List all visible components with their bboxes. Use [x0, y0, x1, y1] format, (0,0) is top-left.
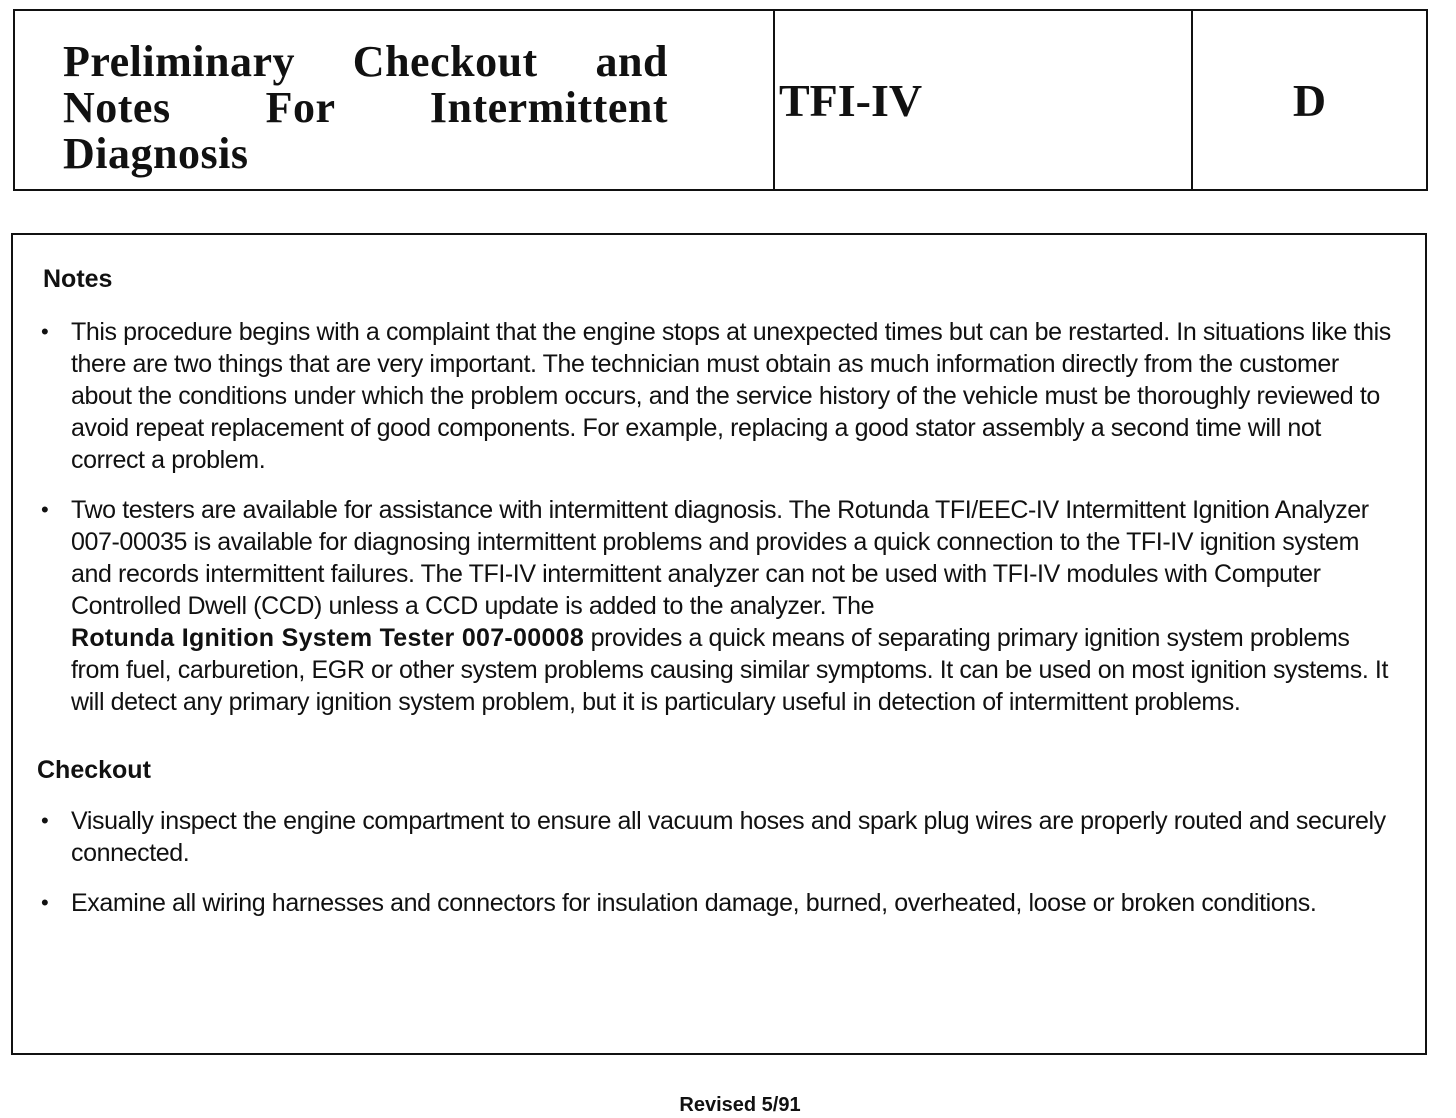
note-text-part: provides a quick means of separating primary ignition system problems from fuel, carburetion, EGR or other system problems causing similar symptoms. It can be used on most ignition systems. It will detect any primary ignition system problem, but it is particulary useful in detection of intermittent problems. — [71, 624, 1388, 716]
list-item — [37, 316, 1395, 476]
bullet-icon: • — [41, 808, 49, 833]
content-box — [11, 233, 1427, 1055]
checkout-heading: Checkout — [37, 756, 151, 784]
revision-footer: Revised 5/91 — [679, 1094, 801, 1116]
list-item — [37, 805, 1395, 869]
note-text-part: Two testers are available for assistance with intermittent diagnosis. The Rotunda TFI/EEC-IV Intermittent Ignition Analyzer 007-00035 is available for diagnosing intermittent problems and provides a quick connection to the TFI-IV ignition system and records intermittent failures. The TFI-IV intermittent analyzer can not be used with TFI-IV modules with Computer Controlled Dwell (CCD) unless a CCD update is added to the analyzer. The — [71, 496, 1369, 620]
note-text — [71, 494, 1395, 718]
section-cell — [1193, 11, 1426, 189]
header-table — [13, 9, 1428, 191]
bullet-icon: • — [41, 497, 49, 522]
system-label: TFI-IV — [779, 74, 923, 126]
page-title: Preliminary Checkout and Notes For Intermittent Diagnosis — [63, 37, 668, 178]
checkout-text: Visually inspect the engine compartment to ensure all vacuum hoses and spark plug wires are properly routed and securely connected. — [71, 807, 1386, 867]
list-item — [37, 494, 1395, 718]
list-item — [37, 887, 1395, 919]
bullet-icon: • — [41, 890, 49, 915]
section-letter: D — [1292, 74, 1327, 126]
checkout-text: Examine all wiring harnesses and connectors for insulation damage, burned, overheated, loose or broken conditions. — [71, 889, 1317, 917]
notes-heading: Notes — [43, 265, 113, 293]
bullet-icon: • — [41, 319, 49, 344]
note-text: This procedure begins with a complaint that the engine stops at unexpected times but can be restarted. In situations like this there are two things that are very important. The technician must obtain as much information directly from the customer about the conditions under which the problem occurs, and the service history of the vehicle must be thoroughly reviewed to avoid repeat replacement of good components. For example, replacing a good stator assembly a second time will not correct a problem. — [71, 318, 1391, 474]
title-cell — [15, 11, 775, 189]
system-cell — [775, 11, 1193, 189]
tester-name: Rotunda Ignition System Tester 007-00008 — [71, 624, 585, 652]
